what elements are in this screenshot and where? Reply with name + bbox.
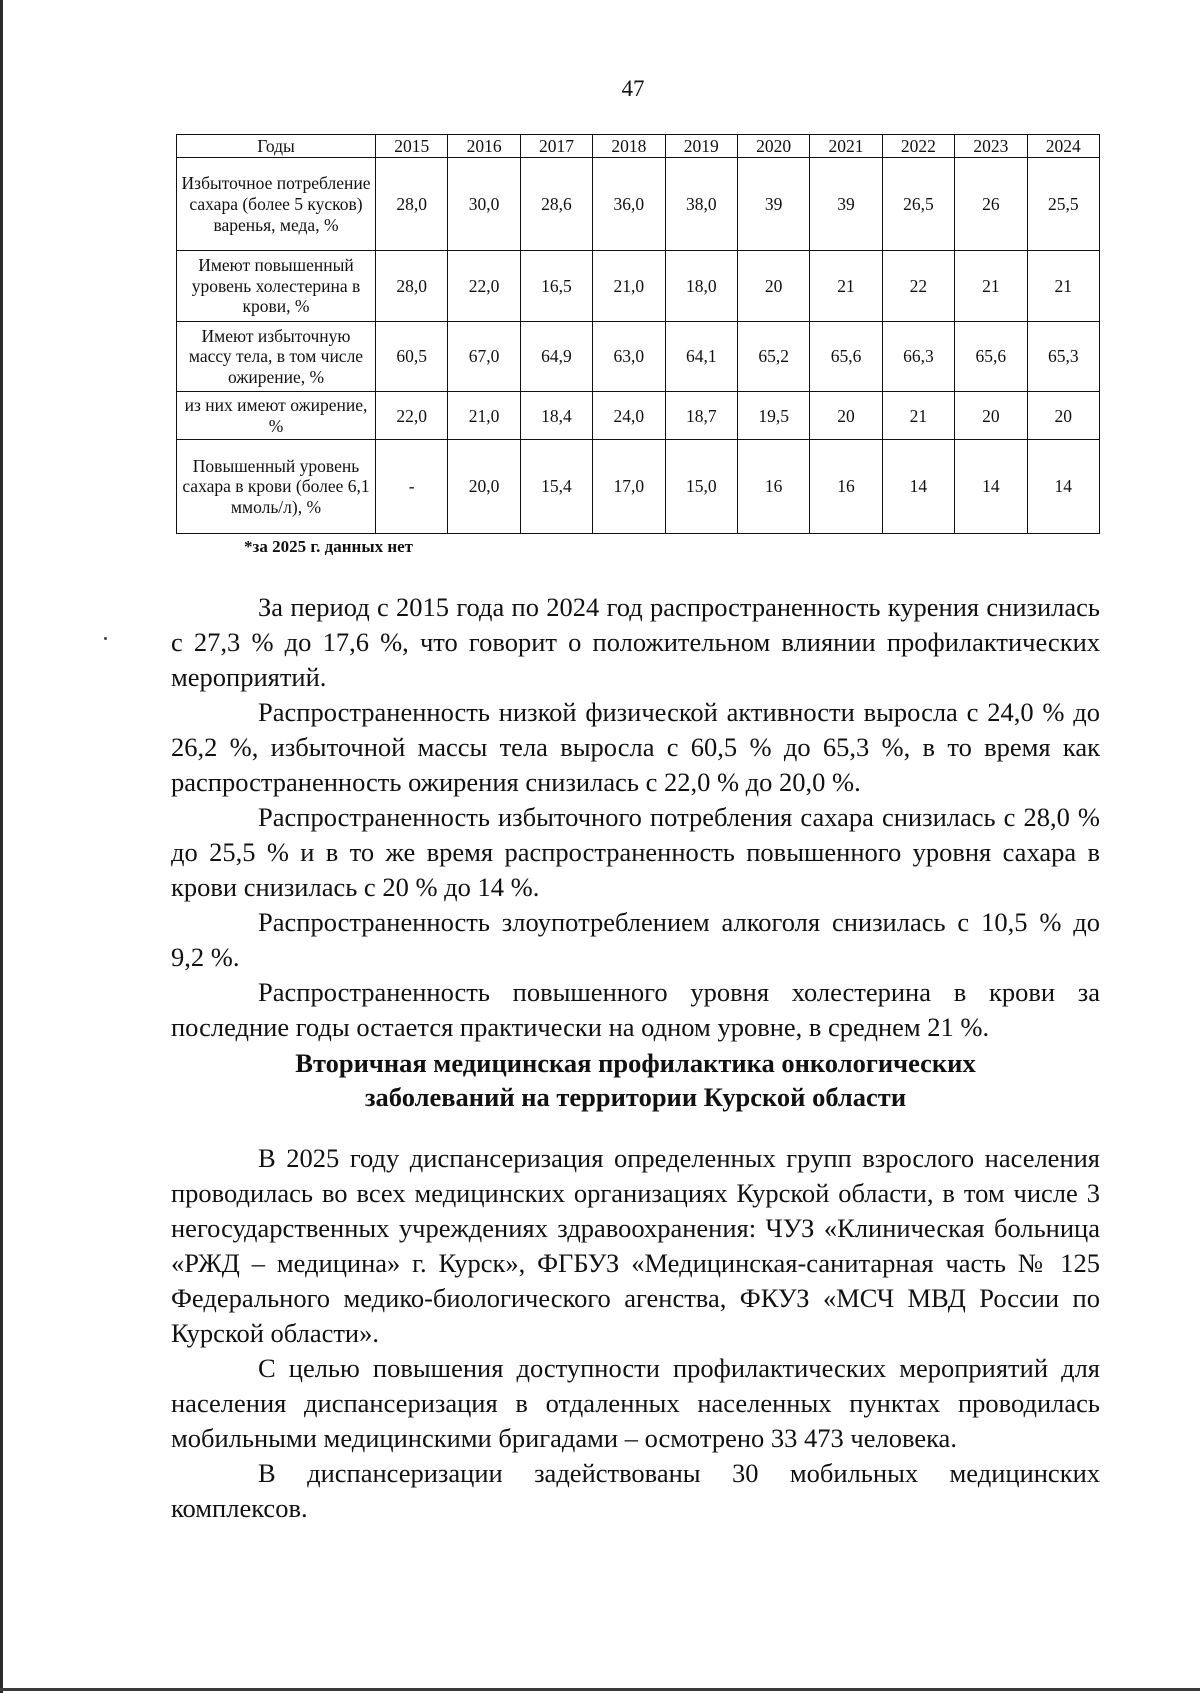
table-cell: 15,4 (520, 440, 592, 534)
table-cell: 66,3 (882, 321, 954, 391)
table-cell: 20 (955, 392, 1027, 440)
table-cell: 67,0 (448, 321, 520, 391)
scan-edge-bottom (0, 1688, 1200, 1691)
page-number: 47 (621, 76, 645, 101)
table-cell: 26,5 (882, 158, 954, 251)
paragraph: За период с 2015 года по 2024 год распространенность курения снизилась с 27,3 % до 17,6 %, что говорит о положительном влиянии профилактических мероприятий. (171, 592, 1100, 692)
paragraph: С целью повышения доступности профилактических мероприятий для населения диспансеризация в отдаленных населенных пунктах проводилась мобильными медицинскими бригадами – осмотрено 33 473 человека. (171, 1353, 1100, 1453)
table-cell: 16,5 (520, 251, 592, 321)
table-cell: 18,0 (665, 251, 737, 321)
table-cell: 18,7 (665, 392, 737, 440)
table-cell: 20 (1027, 392, 1099, 440)
year-header: 2024 (1027, 135, 1099, 158)
section-heading-line: Вторичная медицинская профилактика онкологических (295, 1048, 976, 1078)
table-cell: 65,2 (737, 321, 809, 391)
table-cell: 21 (955, 251, 1027, 321)
header-label: Годы (177, 135, 376, 158)
table-cell: 22,0 (448, 251, 520, 321)
table-cell: 16 (737, 440, 809, 534)
table-cell: 21,0 (593, 251, 665, 321)
table-cell: 21,0 (448, 392, 520, 440)
table-cell: 64,1 (665, 321, 737, 391)
table-cell: 22 (882, 251, 954, 321)
table-footnote: *за 2025 г. данных нет (244, 537, 414, 556)
table-cell: 19,5 (737, 392, 809, 440)
table-cell: 20 (737, 251, 809, 321)
table-cell: 28,0 (376, 158, 448, 251)
table-cell: 65,3 (1027, 321, 1099, 391)
table-cell: 16 (810, 440, 882, 534)
paragraph: Распространенность низкой физической активности выросла с 24,0 % до 26,2 %, избыточной массы тела выросла с 60,5 % до 65,3 %, в то время как распространенность ожирения снизилась с 22,0 % до 20,0 %. (171, 697, 1100, 797)
table-cell: 60,5 (376, 321, 448, 391)
table-cell: 38,0 (665, 158, 737, 251)
year-header: 2021 (810, 135, 882, 158)
table-cell: 14 (955, 440, 1027, 534)
paragraph: Распространенность повышенного уровня холестерина в крови за последние годы остается практически на одном уровне, в среднем 21 %. (171, 977, 1100, 1042)
year-header: 2017 (520, 135, 592, 158)
paragraph: В диспансеризации задействованы 30 мобильных медицинских комплексов. (171, 1458, 1100, 1523)
table-cell: 39 (737, 158, 809, 251)
analysis-text (171, 590, 1100, 1045)
table-cell: 30,0 (448, 158, 520, 251)
table-cell: 64,9 (520, 321, 592, 391)
table-cell: 14 (1027, 440, 1099, 534)
table-row (177, 251, 1100, 321)
year-header: 2015 (376, 135, 448, 158)
table-cell: 36,0 (593, 158, 665, 251)
table-row (177, 321, 1100, 391)
table-row (177, 440, 1100, 534)
paragraph: Распространенность избыточного потребления сахара снизилась с 28,0 % до 25,5 % и в то же время распространенность повышенного уровня сахара в крови снизилась с 20 % до 14 %. (171, 802, 1100, 902)
year-header: 2018 (593, 135, 665, 158)
section-heading-line: заболеваний на территории Курской области (364, 1082, 907, 1112)
table-cell: 26 (955, 158, 1027, 251)
row-label: Имеют избыточную массу тела, в том числе ожирение, % (177, 321, 376, 391)
table-cell: 22,0 (376, 392, 448, 440)
section-heading (171, 1046, 1100, 1114)
paragraph: В 2025 году диспансеризация определенных групп взрослого населения проводилась во всех медицинских организациях Курской области, в том числе 3 негосударственных учреждениях здравоохранения: ЧУЗ «Клиническая больница «РЖД – медицина» г. Курск», ФГБУЗ «Медицинская-санитарная часть № 125 Федерального медико-биологического агенства, ФКУЗ «МСЧ МВД России по Курской области». (171, 1143, 1100, 1348)
table-cell: - (376, 440, 448, 534)
row-label: Избыточное потребление сахара (более 5 кусков) варенья, меда, % (177, 158, 376, 251)
table-cell: 28,0 (376, 251, 448, 321)
year-header: 2022 (882, 135, 954, 158)
table-cell: 24,0 (593, 392, 665, 440)
table-cell: 21 (810, 251, 882, 321)
table-cell: 21 (882, 392, 954, 440)
table-cell: 28,6 (520, 158, 592, 251)
table-cell: 17,0 (593, 440, 665, 534)
table-cell: 15,0 (665, 440, 737, 534)
table-cell: 63,0 (593, 321, 665, 391)
scan-speck (104, 637, 107, 640)
table-cell: 18,4 (520, 392, 592, 440)
year-header: 2020 (737, 135, 809, 158)
risk-factors-table (176, 134, 1100, 534)
table-row (177, 158, 1100, 251)
table-cell: 20 (810, 392, 882, 440)
table-cell: 65,6 (810, 321, 882, 391)
scan-edge-left (0, 0, 3, 1693)
row-label: Повышенный уровень сахара в крови (более 6,1 ммоль/л), % (177, 440, 376, 534)
table-cell: 39 (810, 158, 882, 251)
row-label: Имеют повышенный уровень холестерина в крови, % (177, 251, 376, 321)
section-text (171, 1141, 1100, 1526)
table-header-row (177, 135, 1100, 158)
year-header: 2016 (448, 135, 520, 158)
table-cell: 25,5 (1027, 158, 1099, 251)
paragraph: Распространенность злоупотреблением алкоголя снизилась с 10,5 % до 9,2 %. (171, 907, 1100, 972)
table-row (177, 392, 1100, 440)
table-cell: 65,6 (955, 321, 1027, 391)
year-header: 2019 (665, 135, 737, 158)
row-label: из них имеют ожирение, % (177, 392, 376, 440)
table-cell: 21 (1027, 251, 1099, 321)
table-cell: 20,0 (448, 440, 520, 534)
year-header: 2023 (955, 135, 1027, 158)
table-cell: 14 (882, 440, 954, 534)
